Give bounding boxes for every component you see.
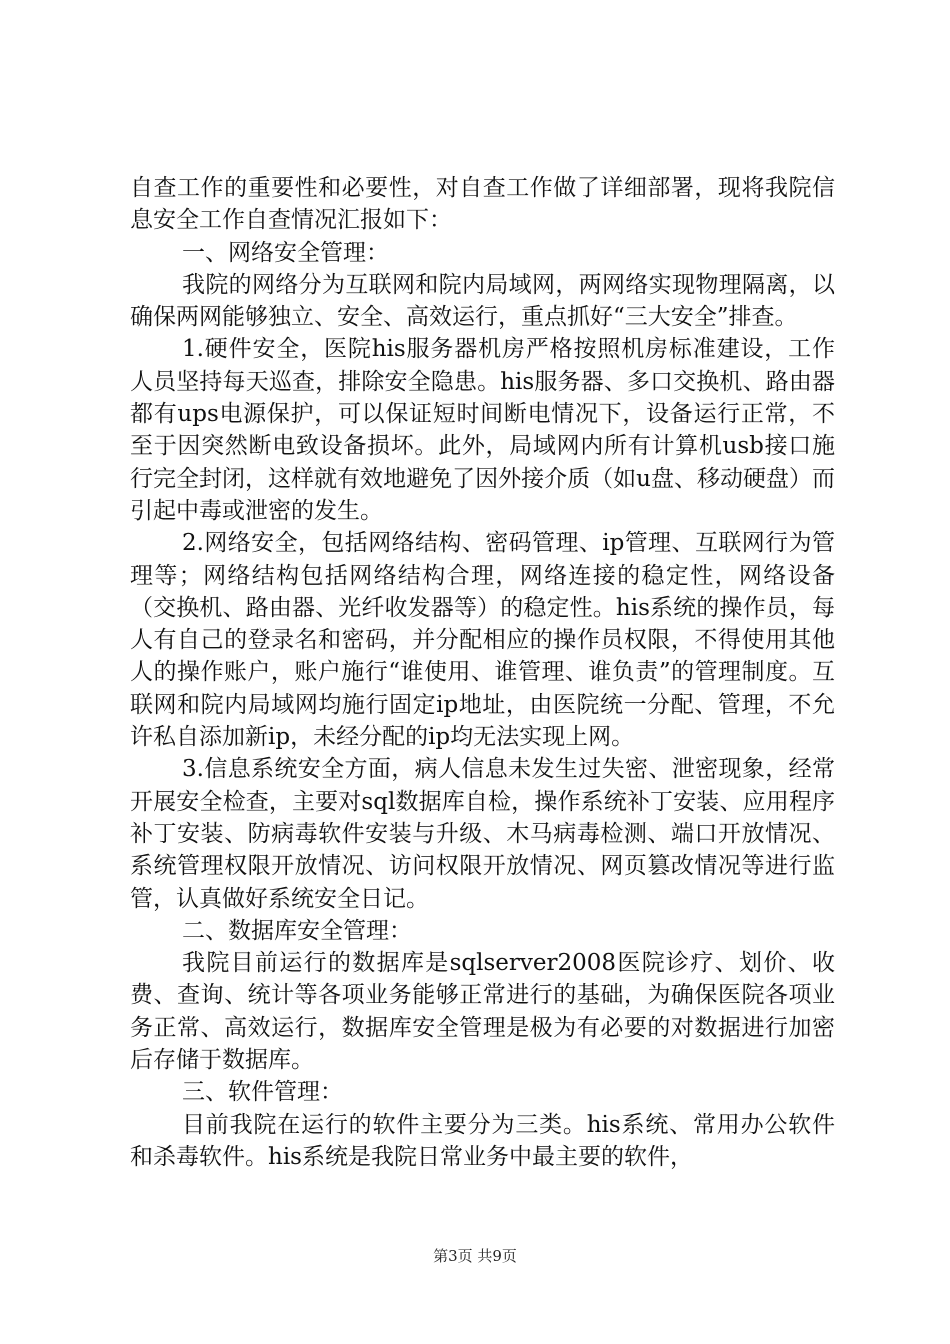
page-number-footer: 第3页 共9页: [433, 1247, 517, 1265]
paragraph-hardware-security: 1.硬件安全，医院his服务器机房严格按照机房标准建设，工作人员坚持每天巡查，排除安全隐患。his服务器、多口交换机、路由器都有ups电源保护，可以保证短时间断电情况下，设备运行正常，不至于因突然断电致设备损坏。此外，局域网内所有计算机usb接口施行完全封闭，这样就有效地避免了因外接介质（如u盘、移动硬盘）而引起中毒或泄密的发生。: [130, 336, 835, 524]
paragraph-information-system-security: 3.信息系统安全方面，病人信息未发生过失密、泄密现象，经常开展安全检查，主要对sql数据库自检，操作系统补丁安装、应用程序补丁安装、防病毒软件安装与升级、木马病毒检测、端口开放情况、系统管理权限开放情况、访问权限开放情况、网页篡改情况等进行监管，认真做好系统安全日记。: [130, 756, 835, 912]
section-heading-network: 一、网络安全管理：: [182, 239, 389, 266]
paragraph-network-security: 2.网络安全，包括网络结构、密码管理、ip管理、互联网行为管理等；网络结构包括网络结构合理，网络连接的稳定性，网络设备（交换机、路由器、光纤收发器等）的稳定性。his系统的操作员，每人有自己的登录名和密码，并分配相应的操作员权限，不得使用其他人的操作账户，账户施行“谁使用、谁管理、谁负责”的管理制度。互联网和院内局域网均施行固定ip地址，由医院统一分配、管理，不允许私自添加新ip，未经分配的ip均无法实现上网。: [130, 530, 835, 751]
paragraph-software: 目前我院在运行的软件主要分为三类。his系统、常用办公软件和杀毒软件。his系统是我院日常业务中最主要的软件，: [130, 1111, 835, 1170]
paragraph-database: 我院目前运行的数据库是sqlserver2008医院诊疗、划价、收费、查询、统计等各项业务能够正常进行的基础，为确保医院各项业务正常、高效运行，数据库安全管理是极为有必要的对数据进行加密后存储于数据库。: [130, 950, 835, 1074]
section-heading-software: 三、软件管理：: [182, 1079, 343, 1106]
paragraph-intro: 自查工作的重要性和必要性，对自查工作做了详细部署，现将我院信息安全工作自查情况汇报如下：: [130, 175, 835, 234]
document-body: [130, 172, 835, 1173]
paragraph-network-overview: 我院的网络分为互联网和院内局域网，两网络实现物理隔离，以确保两网能够独立、安全、高效运行，重点抓好“三大安全”排查。: [130, 271, 835, 331]
section-heading-database: 二、数据库安全管理：: [182, 917, 412, 944]
